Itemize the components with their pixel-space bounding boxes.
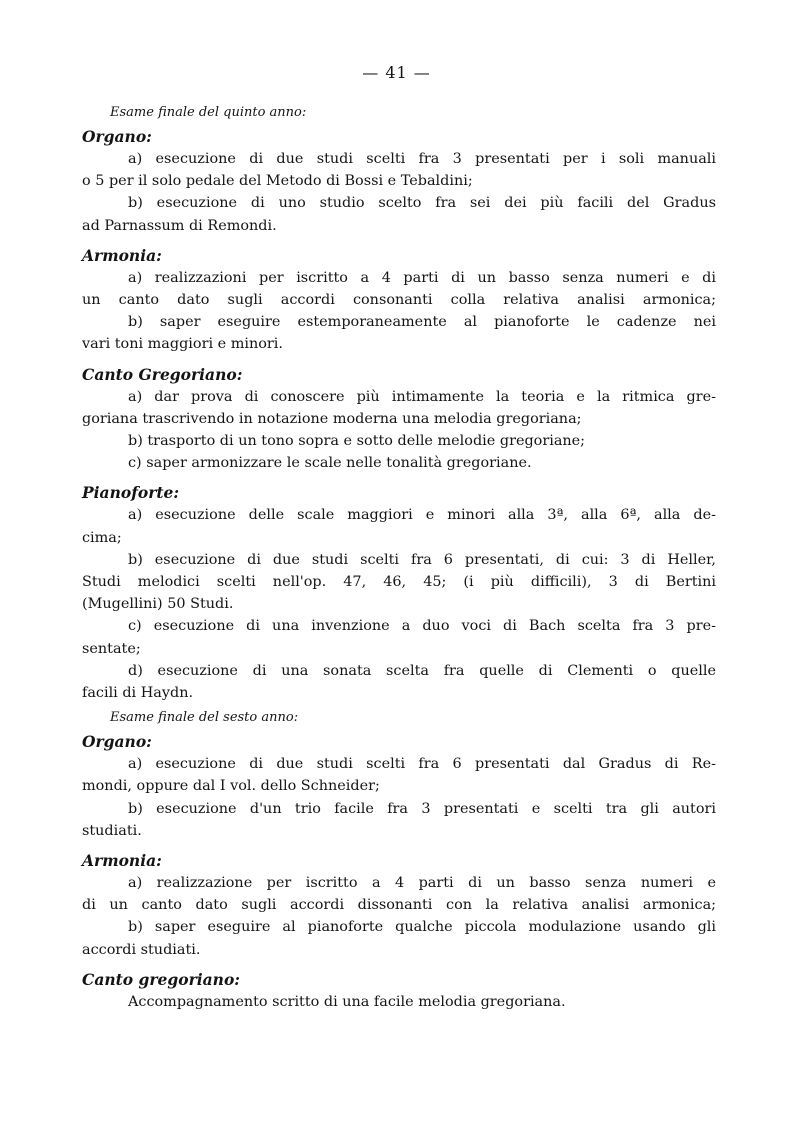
subject-heading: Armonia:: [82, 245, 162, 265]
text-line: (Mugellini) 50 Studi.: [82, 596, 234, 613]
subject-heading: Pianoforte:: [82, 483, 180, 503]
text-line: b) esecuzione di uno studio scelto fra sei dei più facili del Gradus: [128, 195, 716, 212]
text-line: b) trasporto di un tono sopra e sotto delle melodie gregoriane;: [128, 433, 586, 450]
text-line: b) esecuzione di due studi scelti fra 6 presentati, di cui: 3 di Heller,: [128, 551, 716, 568]
text-line: b) esecuzione d'un trio facile fra 3 presentati e scelti tra gli autori: [128, 800, 716, 817]
text-line: a) realizzazioni per iscritto a 4 parti di un basso senza numeri e di: [128, 269, 716, 286]
text-line: di un canto dato sugli accordi dissonanti con la relativa analisi armonica;: [82, 897, 716, 914]
text-line: b) saper eseguire al pianoforte qualche piccola modulazione usando gli: [128, 919, 716, 936]
text-line: c) saper armonizzare le scale nelle tonalità gregoriane.: [128, 455, 532, 472]
document-body: [82, 103, 716, 1013]
page-number: — 41 —: [362, 63, 431, 82]
text-line: Studi melodici scelti nell'op. 47, 46, 45; (i più difficili), 3 di Bertini: [82, 574, 716, 591]
subject-heading: Armonia:: [82, 851, 162, 871]
text-line: a) esecuzione di due studi scelti fra 6 presentati dal Gradus di Re-: [128, 756, 716, 773]
text-line: accordi studiati.: [82, 941, 201, 958]
text-line: ad Parnassum di Remondi.: [82, 217, 277, 234]
subject-heading: Canto gregoriano:: [82, 969, 241, 989]
subject-heading: Organo:: [82, 127, 152, 146]
subject-text: [82, 872, 716, 961]
text-line: goriana trascrivendo in notazione moderna una melodia gregoriana;: [82, 410, 582, 427]
subject-heading: Canto Gregoriano:: [82, 364, 243, 384]
text-line: a) esecuzione di due studi scelti fra 3 presentati per i soli manuali: [128, 151, 716, 167]
text-line: vari toni maggiori e minori.: [82, 336, 283, 353]
subject-text: [82, 504, 716, 704]
text-line: a) esecuzione delle scale maggiori e minori alla 3ª, alla 6ª, alla de-: [128, 507, 716, 524]
subject-text: [82, 148, 716, 237]
subject-text: [82, 753, 716, 842]
text-line: o 5 per il solo pedale del Metodo di Bossi e Tebaldini;: [82, 173, 473, 190]
text-line: un canto dato sugli accordi consonanti colla relativa analisi armonica;: [82, 292, 716, 309]
text-line: sentate;: [82, 640, 141, 657]
text-line: facili di Haydn.: [82, 685, 194, 702]
exam-heading: Esame finale del quinto anno:: [110, 105, 307, 120]
text-line: b) saper eseguire estemporaneamente al pianoforte le cadenze nei: [128, 314, 716, 331]
text-line: c) esecuzione di una invenzione a duo voci di Bach scelta fra 3 pre-: [128, 618, 716, 635]
text-line: cima;: [82, 529, 122, 546]
subject-text: [82, 386, 716, 475]
text-line: a) realizzazione per iscritto a 4 parti di un basso senza numeri e: [128, 875, 716, 892]
text-line: studiati.: [82, 822, 142, 839]
text-line: Accompagnamento scritto di una facile melodia gregoriana.: [128, 993, 566, 1010]
text-line: d) esecuzione di una sonata scelta fra quelle di Clementi o quelle: [128, 662, 716, 679]
subject-text: [82, 991, 716, 1013]
subject-heading: Organo:: [82, 732, 152, 752]
text-line: a) dar prova di conoscere più intimamente la teoria e la ritmica gre-: [128, 388, 716, 405]
subject-text: [82, 267, 716, 356]
text-line: mondi, oppure dal I vol. dello Schneider;: [82, 778, 380, 795]
exam-heading: Esame finale del sesto anno:: [110, 710, 299, 726]
